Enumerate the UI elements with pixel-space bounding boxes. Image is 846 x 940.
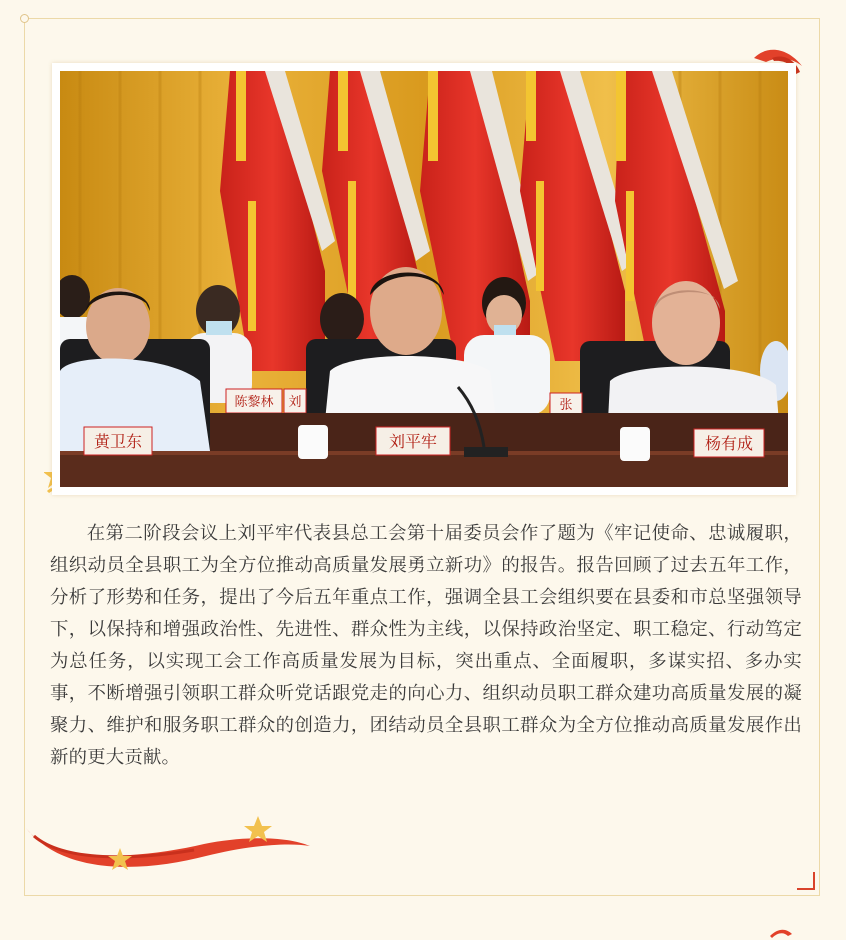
ribbon-decoration-corner (770, 926, 794, 940)
nameplate-yang: 杨有成 (704, 434, 754, 453)
frame-corner-dot (20, 14, 29, 23)
article-paragraph: 在第二阶段会议上刘平牢代表县总工会第十届委员会作了题为《牢记使命、忠诚履职，组织动员全县职工为全方位推动高质量发展勇立新功》的报告。报告回顾了过去五年工作，分析了形势和任务，提出了今后五年重点工作，强调全县工会组织要在县委和市总坚强领导下，以保持和增强政治性、先进性、群众性为主线，以保持政治坚定、职工稳定、行动笃定为总任务，以实现工会工作高质量发展为目标，突出重点、全面履职，多谋实招、多办实事，不断增强引领职工群众听党话跟党走的向心力、组织动员职工群众建功高质量发展的凝聚力、维护和服务职工群众的创造力，团结动员全县职工群众为全方位推动高质量发展作出新的更大贡献。 (50, 523, 802, 768)
photo-frame (52, 63, 796, 495)
nameplate-zhang-partial: 张 (559, 398, 573, 413)
nameplate-huang: 黄卫东 (93, 432, 143, 451)
nameplate-liu: 刘平牢 (388, 432, 438, 451)
ribbon-decoration-bottom (24, 812, 314, 878)
nameplate-chen: 陈黎林 (234, 395, 274, 410)
frame-corner-bracket (797, 872, 815, 890)
nameplate-liu-partial: 刘 (288, 395, 302, 410)
meeting-photo (60, 71, 788, 487)
